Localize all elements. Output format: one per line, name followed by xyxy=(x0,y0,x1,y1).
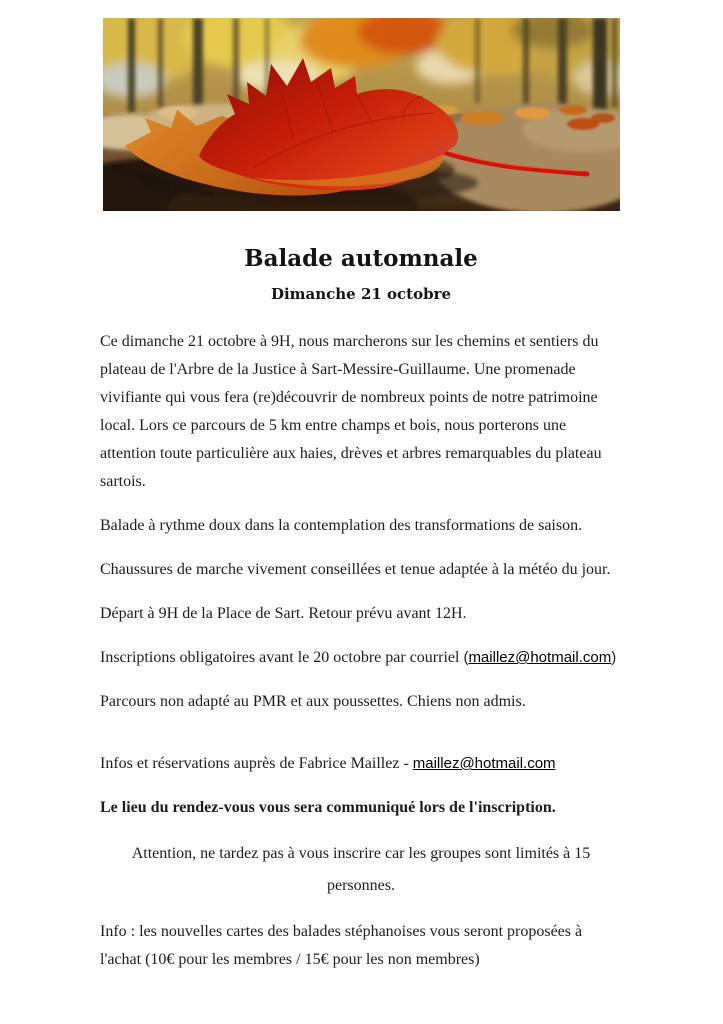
meeting-point-notice: Le lieu du rendez-vous vous sera communiqué lors de l'inscription. xyxy=(100,799,556,816)
paragraph-contact xyxy=(100,750,622,778)
paragraph-departure: Départ à 9H de la Place de Sart. Retour prévu avant 12H. xyxy=(100,605,467,622)
paragraph-pace: Balade à rythme doux dans la contemplation des transformations de saison. xyxy=(100,517,583,534)
cards-info: Info : les nouvelles cartes des balades stéphanoises vous seront proposées à l'achat (10€ pour les membres / 15€ pour les non membres) xyxy=(100,923,583,968)
paragraph-intro: Ce dimanche 21 octobre à 9H, nous marcherons sur les chemins et sentiers du plateau de l'Arbre de la Justice à Sart-Messire-Guillaume. Une promenade vivifiante qui vous fera (re)découvrir de nombreux points de notre patrimoine local. Lors ce parcours de 5 km entre champs et bois, nous porterons une attention toute particulière aux haies, drèves et arbres remarquables du plateau sartois. xyxy=(100,333,602,490)
registration-paren-close: ) xyxy=(611,649,617,666)
page-subtitle: Dimanche 21 octobre xyxy=(270,285,452,303)
group-limit-warning: Attention, ne tardez pas à vous inscrire car les groupes sont limités à 15 personnes. xyxy=(131,845,591,894)
hero-photo xyxy=(103,18,620,211)
paragraph-accessibility: Parcours non adapté au PMR et aux poussettes. Chiens non admis. xyxy=(100,693,526,710)
registration-email-link[interactable]: maillez@hotmail.com xyxy=(468,649,612,666)
paragraph-equipment: Chaussures de marche vivement conseillées et tenue adaptée à la météo du jour. xyxy=(100,561,611,578)
contact-text: Infos et réservations auprès de Fabrice Maillez - xyxy=(100,755,413,772)
autumn-leaf-photo-illustration xyxy=(103,18,620,211)
document-body xyxy=(100,244,622,990)
paragraph-registration xyxy=(100,644,622,672)
contact-email-link[interactable]: maillez@hotmail.com xyxy=(412,755,556,772)
registration-paren-open: ( xyxy=(463,649,469,666)
page-title: Balade automnale xyxy=(244,245,478,272)
registration-text: Inscriptions obligatoires avant le 20 octobre par courriel xyxy=(100,649,464,666)
